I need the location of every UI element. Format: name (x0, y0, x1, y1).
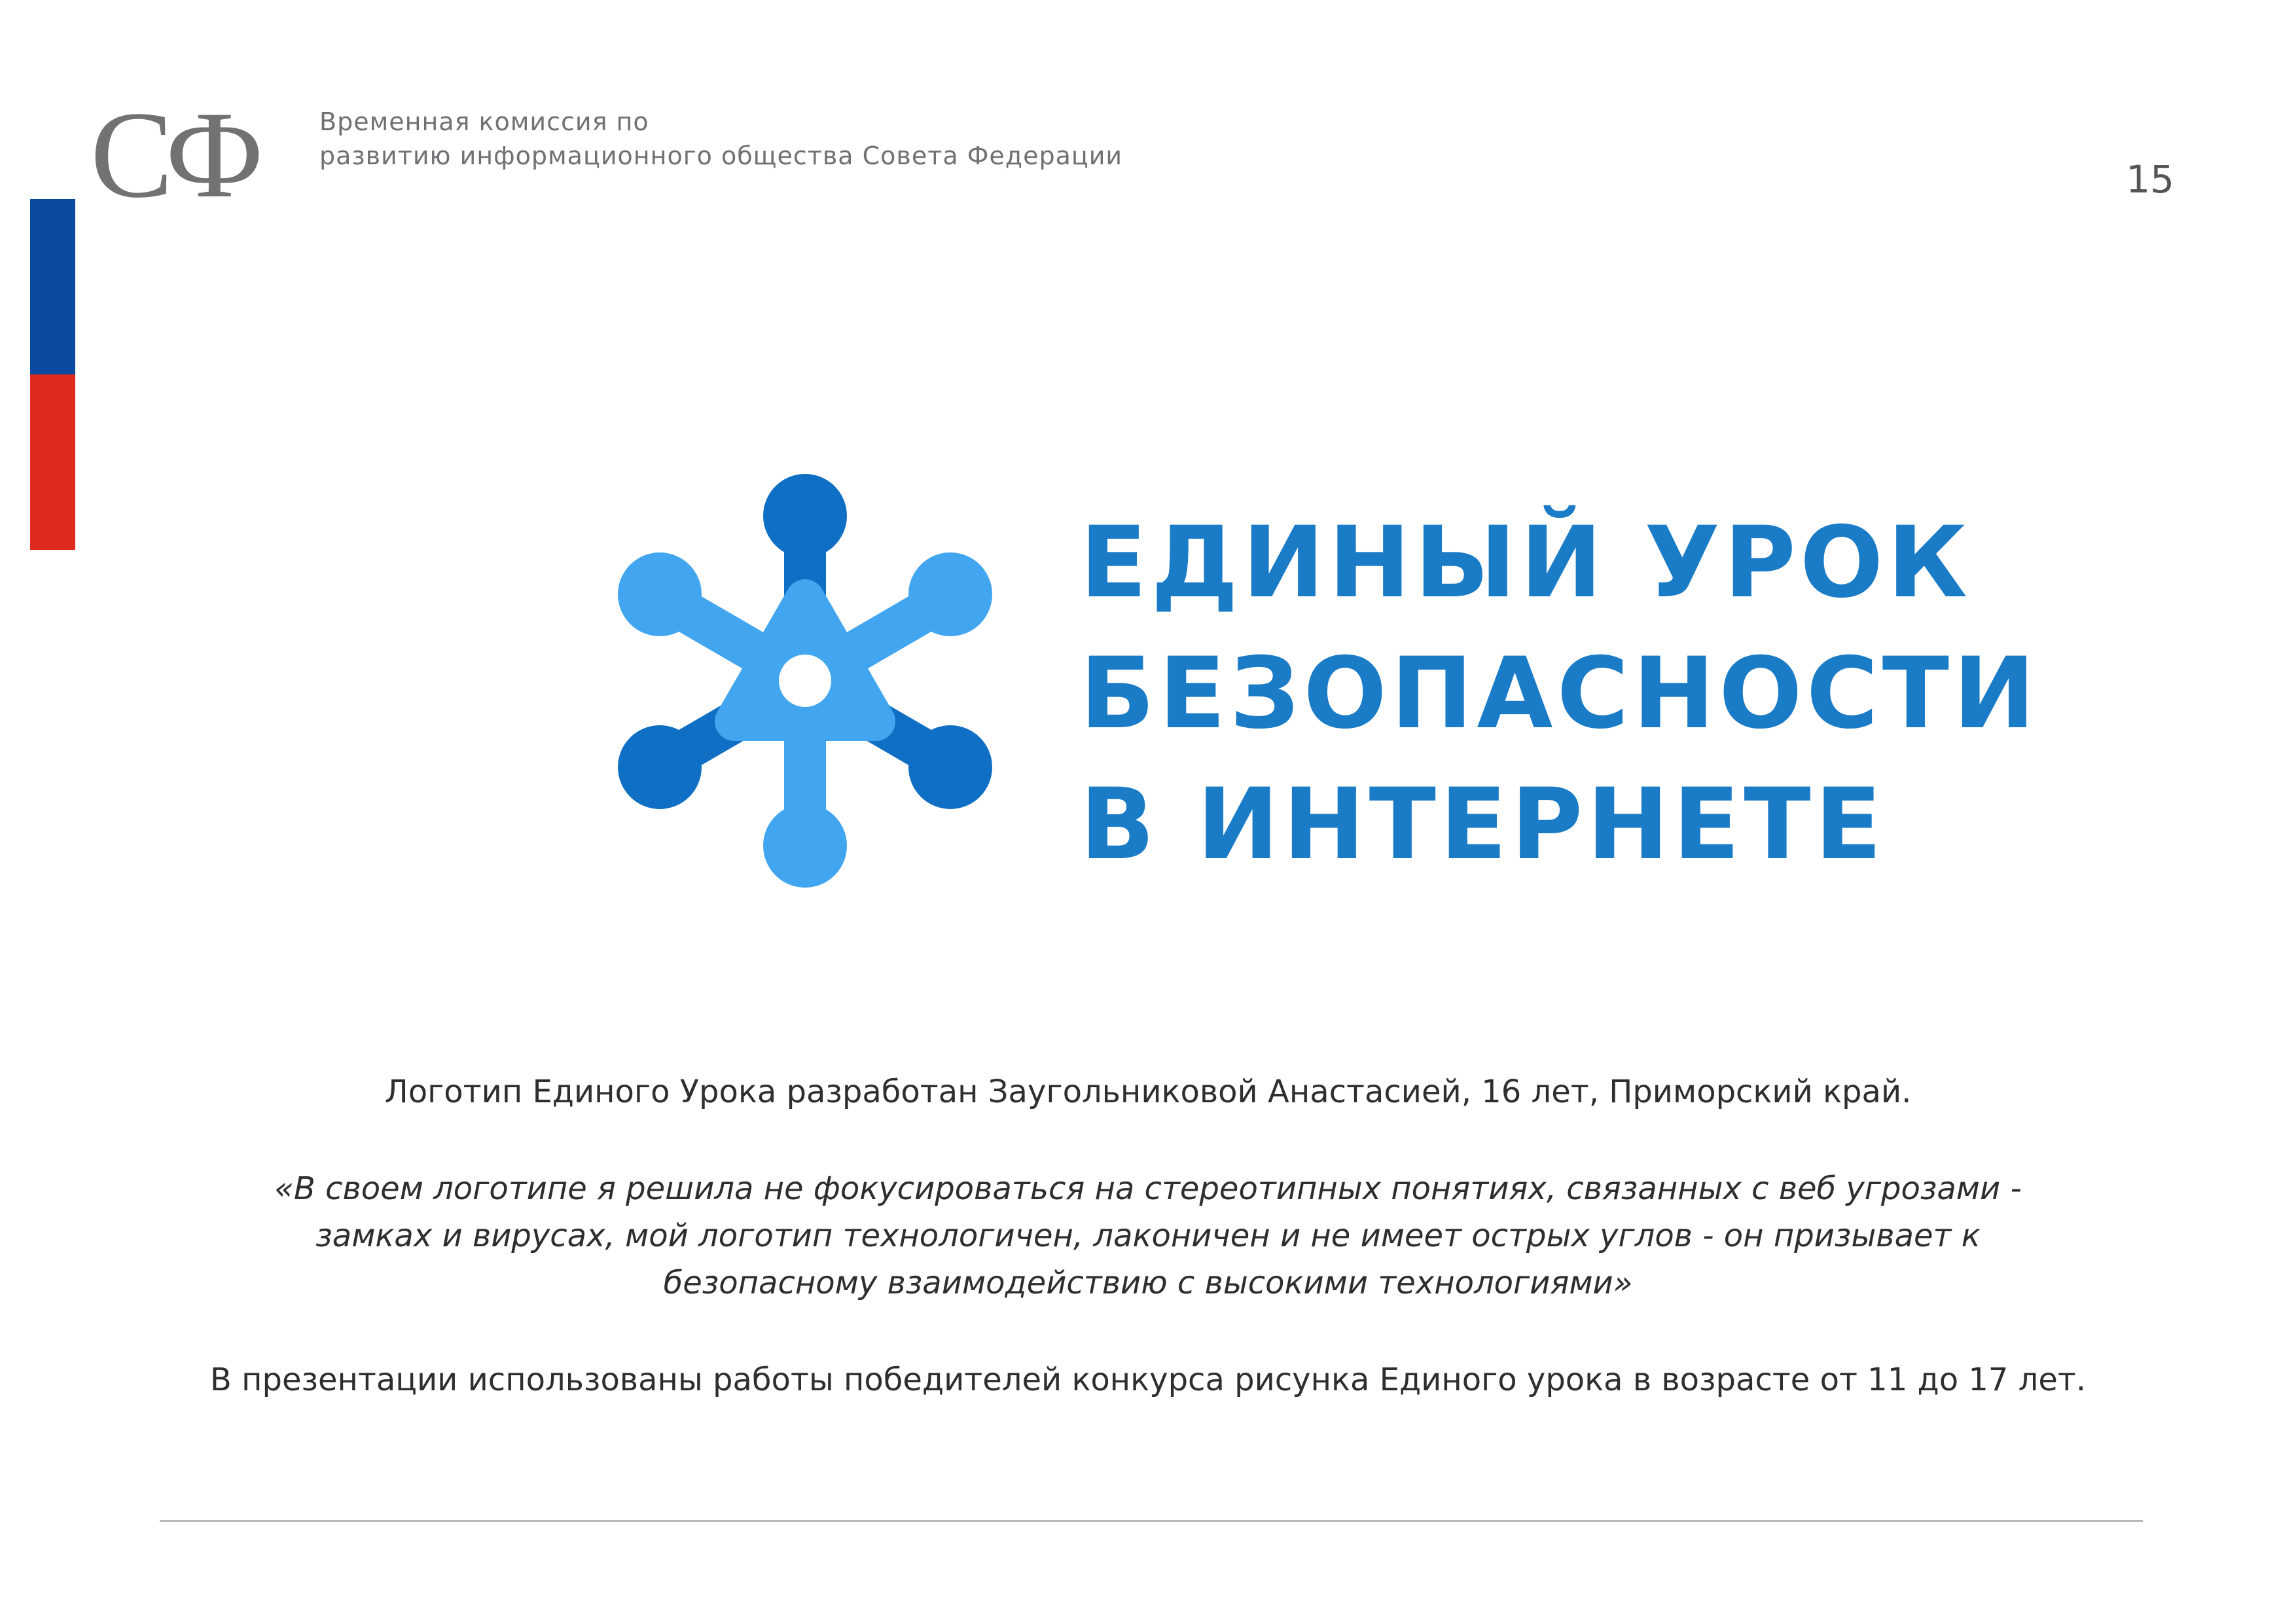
org-name (319, 105, 1122, 173)
logo-center-hole (779, 655, 831, 707)
logo-text-line-1: ЕДИНЫЙ УРОК (1080, 506, 1972, 620)
footer-divider (160, 1520, 2143, 1522)
safety-lesson-logo-mark (602, 458, 1008, 903)
sf-logo (90, 98, 287, 213)
org-name-line-2: развитию информационного общества Совета Федерации (319, 141, 1123, 170)
flag-stripe-blue (30, 199, 75, 374)
sf-logo-text: СФ (90, 98, 256, 213)
safety-lesson-logo-text (1080, 497, 2039, 890)
page-number: 15 (2126, 157, 2174, 202)
org-name-line-1: Временная комиссия по (319, 107, 649, 136)
logo-text-line-2: БЕЗОПАСНОСТИ (1080, 637, 2039, 751)
quote-line-2: замках и вирусах, мой логотип технологичен, лаконичен и не имеет острых углов - он призывает к (315, 1218, 1981, 1254)
quote-line-1: «В своем логотипе я решила не фокусироваться на стереотипных понятиях, связанных с веб угрозами - (274, 1170, 2022, 1207)
logo-text-line-3: В ИНТЕРНЕТЕ (1080, 768, 1886, 882)
author-quote (0, 1165, 2296, 1307)
flag-stripe-red (30, 374, 75, 550)
quote-line-3: безопасному взаимодействию с высокими технологиями» (663, 1265, 1633, 1301)
author-caption: Логотип Единого Урока разработан Заугольниковой Анастасией, 16 лет, Приморский край. (384, 1074, 1912, 1110)
works-caption: В презентации использованы работы победителей конкурса рисунка Единого урока в возрасте от 11 до 17 лет. (209, 1362, 2087, 1398)
